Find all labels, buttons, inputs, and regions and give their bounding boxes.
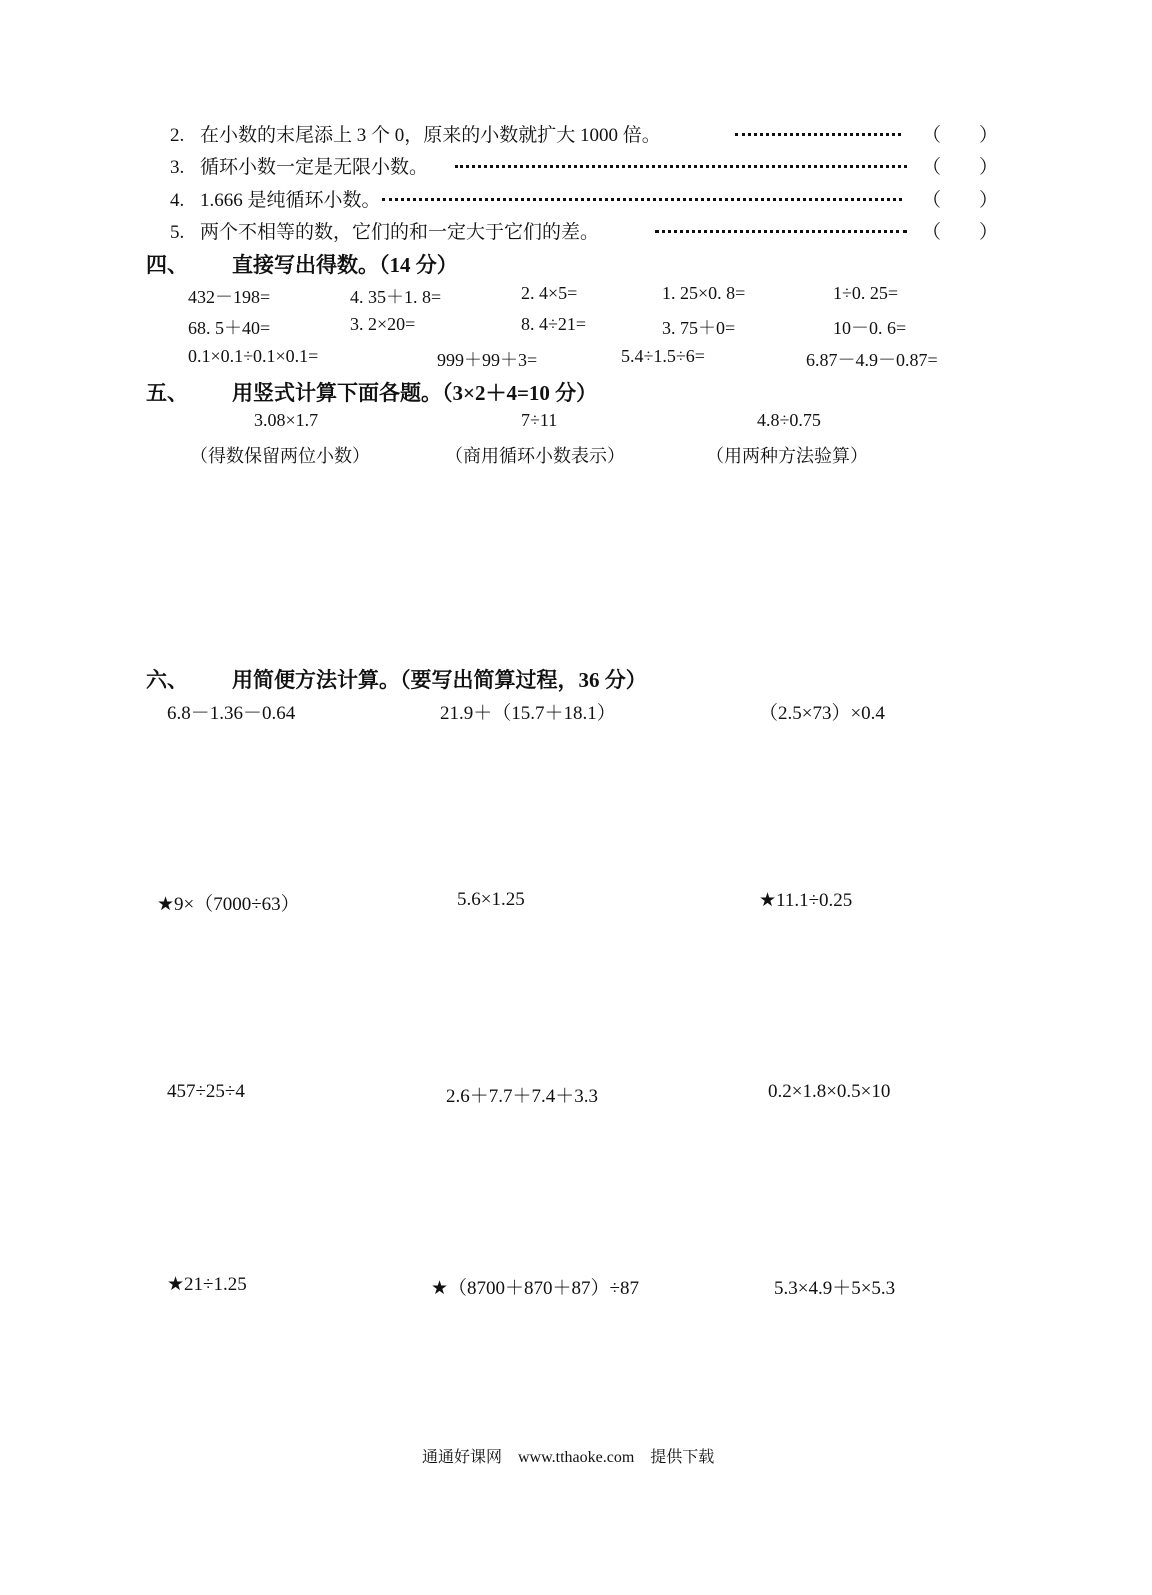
oral-calc: 3. 75＋0=: [662, 318, 736, 338]
answer-parentheses[interactable]: （ ）: [922, 125, 999, 146]
simplify-problem: （2.5×73）×0.4: [759, 703, 885, 724]
oral-calc: 8. 4÷21=: [521, 314, 587, 334]
vertical-calc-note: （商用循环小数表示）: [445, 446, 625, 466]
oral-calc: 68. 5＋40=: [188, 318, 271, 338]
answer-parentheses[interactable]: （ ）: [922, 222, 999, 243]
section-6-heading: [146, 664, 647, 694]
section-title: 用竖式计算下面各题。（3×2＋4=10 分）: [232, 381, 598, 405]
vertical-calc-note: （用两种方法验算）: [706, 446, 868, 466]
judgement-item-2: [170, 120, 661, 147]
oral-calc: 2. 4×5=: [521, 283, 578, 303]
section-4-heading: [146, 249, 458, 279]
oral-calc: 1÷0. 25=: [833, 283, 899, 303]
oral-calc: 4. 35＋1. 8=: [350, 287, 442, 307]
oral-calc: 0.1×0.1÷0.1×0.1=: [188, 346, 319, 366]
section-number: 六、: [146, 668, 188, 692]
oral-calc: 10－0. 6=: [833, 318, 907, 338]
item-text: 两个不相等的数，它们的和一定大于它们的差。: [200, 222, 600, 243]
section-title: 直接写出得数。（14 分）: [232, 253, 458, 277]
simplify-problem: 5.6×1.25: [457, 889, 525, 910]
simplify-problem: ★11.1÷0.25: [759, 890, 853, 911]
vertical-calc-note: （得数保留两位小数）: [190, 446, 370, 466]
leader-dots: [382, 198, 902, 201]
section-number: 四、: [146, 253, 188, 277]
oral-calc: 432－198=: [188, 287, 271, 307]
vertical-calc-problem: 3.08×1.7: [254, 410, 319, 430]
item-number: 5.: [170, 222, 185, 243]
leader-dots: [655, 230, 907, 233]
section-number: 五、: [146, 381, 188, 405]
judgement-item-3: [170, 152, 428, 179]
vertical-calc-problem: 7÷11: [521, 410, 558, 430]
oral-calc: 6.87－4.9－0.87=: [806, 350, 938, 370]
leader-dots: [455, 165, 907, 168]
judgement-item-4: [170, 185, 381, 212]
footer-source: 通通好课网 www.tthaoke.com 提供下载: [422, 1449, 715, 1466]
simplify-problem: 2.6＋7.7＋7.4＋3.3: [446, 1086, 599, 1107]
simplify-problem: ★（8700＋870＋87）÷87: [431, 1278, 639, 1299]
answer-parentheses[interactable]: （ ）: [922, 157, 999, 178]
simplify-problem: 457÷25÷4: [167, 1081, 245, 1102]
item-number: 2.: [170, 125, 185, 146]
oral-calc: 5.4÷1.5÷6=: [621, 346, 705, 366]
oral-calc: 999＋99＋3=: [437, 350, 538, 370]
item-number: 4.: [170, 190, 185, 211]
simplify-problem: 21.9＋（15.7＋18.1）: [440, 703, 616, 724]
simplify-problem: ★21÷1.25: [167, 1274, 247, 1295]
simplify-problem: ★9×（7000÷63）: [157, 894, 300, 915]
simplify-problem: 5.3×4.9＋5×5.3: [774, 1278, 896, 1299]
item-text: 1.666 是纯循环小数。: [200, 190, 381, 211]
oral-calc: 3. 2×20=: [350, 314, 416, 334]
judgement-item-5: [170, 217, 599, 244]
answer-parentheses[interactable]: （ ）: [922, 190, 999, 211]
section-5-heading: [146, 377, 597, 407]
simplify-problem: 6.8－1.36－0.64: [167, 703, 296, 724]
item-text: 在小数的末尾添上 3 个 0，原来的小数就扩大 1000 倍。: [200, 125, 661, 146]
simplify-problem: 0.2×1.8×0.5×10: [768, 1081, 891, 1102]
vertical-calc-problem: 4.8÷0.75: [757, 410, 821, 430]
item-text: 循环小数一定是无限小数。: [200, 157, 429, 178]
leader-dots: [735, 133, 901, 136]
oral-calc: 1. 25×0. 8=: [662, 283, 746, 303]
section-title: 用简便方法计算。（要写出简算过程，36 分）: [232, 668, 647, 692]
item-number: 3.: [170, 157, 185, 178]
